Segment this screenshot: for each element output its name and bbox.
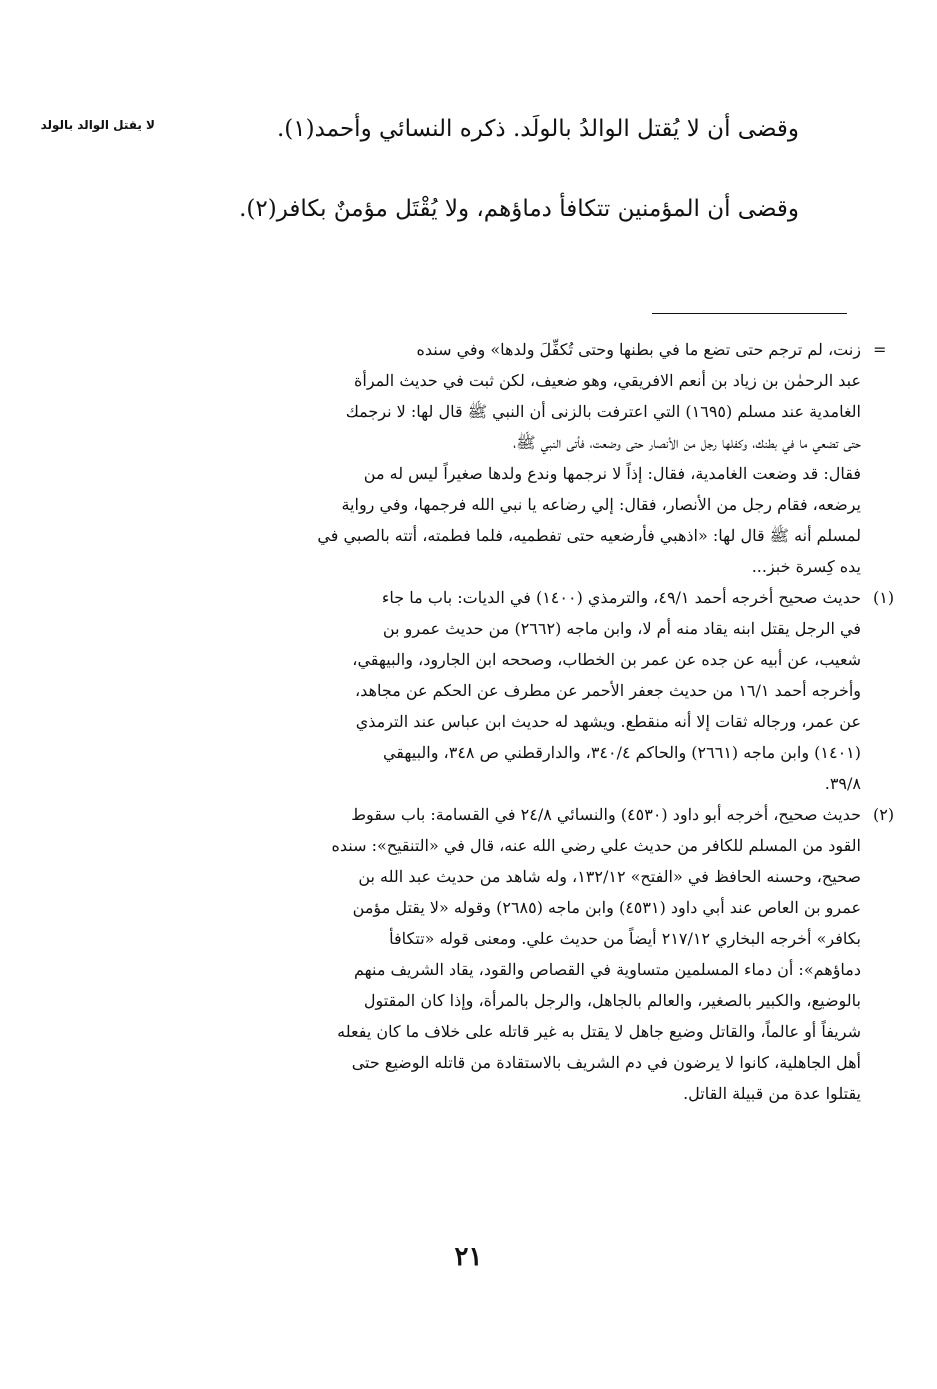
main-text-line-1: وقضى أن لا يُقتل الوالدُ بالولَد. ذكره النسائي وأحمد(١). bbox=[276, 116, 799, 142]
main-text-line-2: وقضى أن المؤمنين تتكافأ دماؤهم، ولا يُقْتَل مؤمنٌ بكافر(٢). bbox=[239, 196, 799, 222]
footnote-line: بالوضيع، والكبير بالصغير، والعالم بالجاهل، والرجل بالمرأة، وإذا كان المقتول bbox=[363, 991, 861, 1010]
footnote-line: ٣٩/٨. bbox=[824, 774, 861, 793]
footnote-line: عبد الرحمٰن بن زياد بن أنعم الافريقي، وهو ضعيف، لكن ثبت في حديث المرأة bbox=[354, 371, 861, 390]
footnote-line: يرضعه، فقام رجل من الأنصار، فقال: إلي رضاعه يا نبي الله فرجمها، وفي رواية bbox=[341, 495, 861, 514]
footnote-line: حتى تضعي ما في بطنك، وكفلها رجل من الأنصار حتى وضعت، فأتى النبي ﷺ، bbox=[513, 433, 861, 452]
footnote-line: حديث صحيح أخرجه أحمد ٤٩/١، والترمذي (١٤٠٠) في الديات: باب ما جاء bbox=[381, 588, 861, 607]
footnote-line: يقتلوا عدة من قبيلة القاتل. bbox=[683, 1084, 861, 1103]
footnote-line: فقال: قد وضعت الغامدية، فقال: إذاً لا نرجمها وندع ولدها صغيراً ليس له من bbox=[363, 464, 861, 483]
footnote-line: القود من المسلم للكافر من حديث علي رضي الله عنه، قال في «التنقيح»: سنده bbox=[331, 836, 861, 855]
footnote-marker: = bbox=[873, 340, 887, 359]
footnote-body bbox=[172, 334, 861, 582]
footnote-line: عمرو بن العاص عند أبي داود (٤٥٣١) وابن ماجه (٢٦٨٥) وقوله «لا يقتل مؤمن bbox=[352, 898, 861, 917]
footnote-line: لمسلم أنه ﷺ قال لها: «اذهبي فأرضعيه حتى تفطميه، فلما فطمته، أتته بالصبي في bbox=[317, 526, 861, 545]
footnote-2 bbox=[172, 799, 895, 1109]
footnote-line: في الرجل يقتل ابنه يقاد منه أم لا، وابن ماجه (٢٦٦٢) من حديث عمرو بن bbox=[382, 619, 861, 638]
page-number: ٢١ bbox=[454, 1242, 483, 1272]
footnote-divider bbox=[652, 313, 847, 314]
footnote-body bbox=[172, 799, 861, 1109]
footnote-line: حديث صحيح، أخرجه أبو داود (٤٥٣٠) والنسائي ٢٤/٨ في القسامة: باب سقوط bbox=[351, 805, 861, 824]
footnote-line: يده كِسرة خبز... bbox=[751, 557, 861, 576]
footnote-line: أهل الجاهلية، كانوا لا يرضون في دم الشريف بالاستقادة من قاتله الوضيع حتى bbox=[351, 1053, 861, 1072]
footnote-continuation bbox=[172, 334, 887, 582]
footnote-1 bbox=[172, 582, 895, 799]
footnotes bbox=[172, 334, 895, 1109]
footnote-line: صحيح، وحسنه الحافظ في «الفتح» ١٣٢/١٢، وله شاهد من حديث عبد الله بن bbox=[358, 867, 861, 886]
footnote-line: شعيب، عن أبيه عن جده عن عمر بن الخطاب، وصححه ابن الجارود، والبيهقي، bbox=[352, 650, 861, 669]
footnote-line: زنت، لم ترجم حتى تضع ما في بطنها وحتى تُكفِّلَ ولدها» وفي سنده bbox=[416, 340, 861, 359]
footnote-body bbox=[172, 582, 861, 799]
side-heading: لا يقتل الوالد بالولد bbox=[40, 118, 155, 132]
footnote-line: وأخرجه أحمد ١٦/١ من حديث جعفر الأحمر عن مطرف عن الحكم عن مجاهد، bbox=[354, 681, 861, 700]
footnote-line: (١٤٠١) وابن ماجه (٢٦٦١) والحاكم ٣٤٠/٤، والدارقطني ص ٣٤٨، والبيهقي bbox=[382, 743, 861, 762]
footnote-marker: (١) bbox=[873, 588, 895, 607]
footnote-line: شريفاً أو عالماً، والقاتل وضيع جاهل لا يقتل به غير قاتله على خلاف ما كان يفعله bbox=[337, 1022, 861, 1041]
footnote-line: عن عمر، ورجاله ثقات إلا أنه منقطع. ويشهد له حديث ابن عباس عند الترمذي bbox=[355, 712, 861, 731]
footnote-line: بكافر» أخرجه البخاري ٢١٧/١٢ أيضاً من حديث علي. ومعنى قوله «تتكافأ bbox=[389, 929, 861, 948]
footnote-line: دماؤهم»: أن دماء المسلمين متساوية في القصاص والقود، يقاد الشريف منهم bbox=[353, 960, 861, 979]
footnote-marker: (٢) bbox=[873, 805, 895, 824]
footnote-line: الغامدية عند مسلم (١٦٩٥) التي اعترفت بالزنى أن النبي ﷺ قال لها: لا نرجمك bbox=[345, 402, 861, 421]
